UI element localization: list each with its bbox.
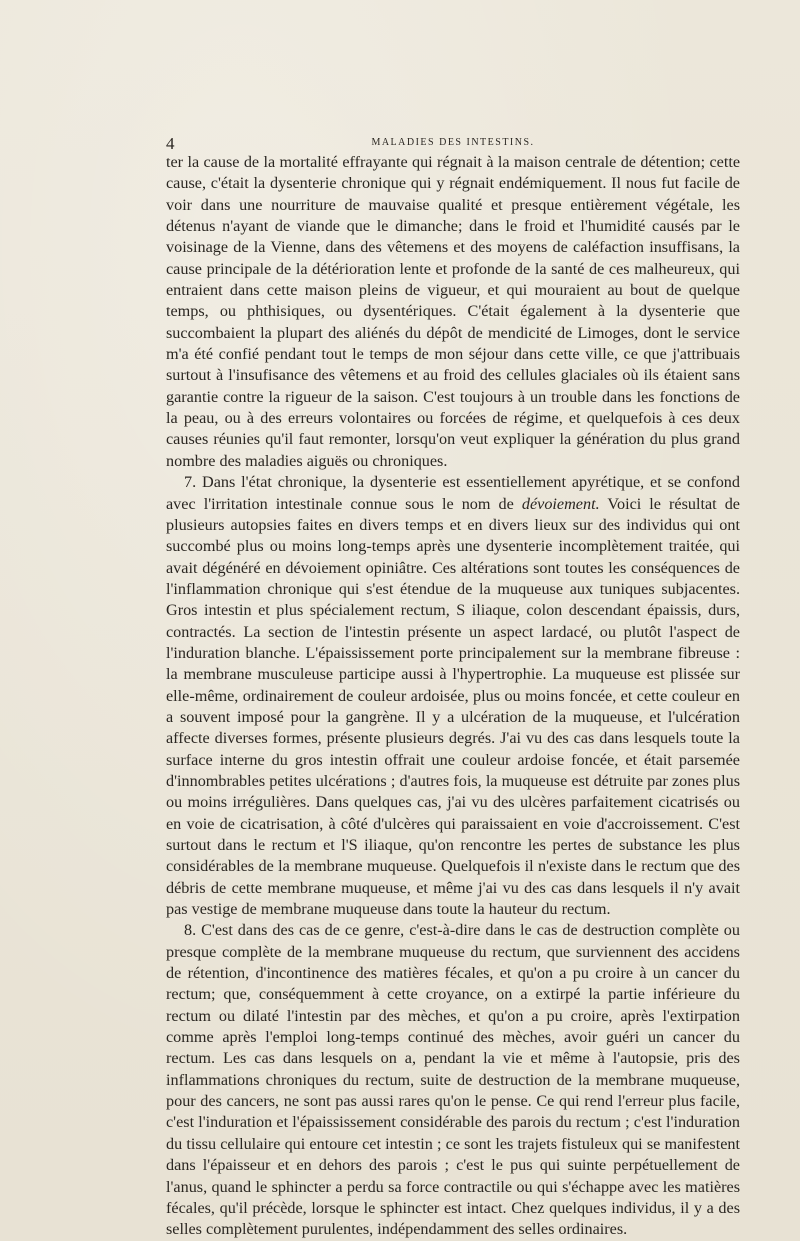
running-title: MALADIES DES INTESTINS.: [371, 137, 535, 148]
paragraph-8: 8. C'est dans des cas de ce genre, c'est-à-dire dans le cas de destruction complète ou presque complète de la membrane muqueuse du rectum, que surviennent des accidens de rétention, d'incontinence des matières fécales, et qu'on a pu croire à un cancer du rectum; que, conséquemment à cette croyance, on a extirpé la partie inférieure du rectum ou dilaté l'intestin par des mèches, et qu'on a pu croire, après l'extirpation comme après l'emploi long-temps continué des mèches, avoir guéri un cancer du rectum. Les cas dans lesquels on a, pendant la vie et même à l'autopsie, pris des inflammations chroniques du rectum, suite de destruction de la membrane muqueuse, pour des cancers, ne sont pas aussi rares qu'on le pense. Ce qui rend l'erreur plus facile, c'est l'induration et l'épaississement considérable des parois du rectum ; c'est l'induration du tissu cellulaire qui entoure cet intestin ; ce sont les trajets fistuleux qui se manifestent dans l'épaisseur et en dehors des parois ; c'est le pus qui suinte perpétuellement de l'anus, quand le sphincter a perdu sa force contractile ou qui s'échappe avec les matières fécales, qu'il précède, lorsque le sphincter est intact. Chez quelques individus, il y a des selles complètement purulentes, indépendamment des selles ordinaires.: [166, 921, 740, 1239]
page-number: 4: [166, 134, 175, 153]
body-text: [166, 152, 740, 1241]
paragraph-continuation: ter la cause de la mortalité effrayante qui régnait à la maison centrale de détention; cette cause, c'était la dysenterie chronique qui y régnait endémiquement. Il nous fut facile de voir dans une nourriture de mauvaise qualité et presque entièrement végétale, les détenus n'ayant de viande que le dimanche; dans le froid et l'humidité causés par le voisinage de la Vienne, dans des vêtemens et des moyens de caléfaction insuffisans, la cause principale de la détérioration lente et profonde de la santé de ces malheureux, qui entraient dans cette maison pleins de vigueur, et qui mouraient au bout de quelque temps, ou phthisiques, ou dysentériques. C'était également à la dysenterie que succombaient la plupart des aliénés du dépôt de mendicité de Limoges, dont le service m'a été confié pendant tout le temps de mon séjour dans cette ville, ce que j'attribuais surtout à l'insufisance des vêtemens et au froid des cellules glaciales où ils étaient sans garantie contre la rigueur de la saison. C'est toujours à un trouble dans les fonctions de la peau, ou à des erreurs volontaires ou forcées de régime, et quelquefois à ces deux causes réunies qu'il faut remonter, lorsqu'on veut expliquer la génération du plus grand nombre des maladies aiguës ou chroniques.: [166, 153, 740, 470]
running-head: [166, 134, 740, 154]
italic-term: dévoiement.: [521, 494, 600, 513]
paragraph-7: 7. Dans l'état chronique, la dysenterie est essentiellement apyrétique, et se confond avec l'irritation intestinale connue sous le nom de dévoiement. Voici le résultat de plusieurs autopsies faites en divers temps et en divers lieux sur des individus qui ont succombé plus ou moins long-temps après une dysenterie incomplètement traitée, qui avait dégénéré en dévoiement opiniâtre. Ces altérations sont toutes les conséquences de l'inflammation chronique qui s'est étendue de la muqueuse aux tuniques subjacentes. Gros intestin et plus spécialement rectum, S iliaque, colon descendant épaissis, durs, contractés. La section de l'intestin présente un aspect lardacé, ou plutôt l'aspect de l'induration blanche. L'épaississement porte principalement sur la membrane fibreuse : la membrane musculeuse participe aussi à l'hypertrophie. La muqueuse est plissée sur elle-même, ordinairement de couleur ardoisée, plus ou moins foncée, et cette couleur en a souvent imposé pour la gangrène. Il y a ulcération de la muqueuse, et l'ulcération affecte diverses formes, présente plusieurs degrés. J'ai vu des cas dans lesquels toute la surface interne du gros intestin offrait une couleur ardoise foncée, et était parsemée d'innombrables petites ulcérations ; d'autres fois, la muqueuse est détruite par zones plus ou moins irrégulières. Dans quelques cas, j'ai vu des ulcères parfaitement cicatrisés ou en voie de cicatrisation, à côté d'ulcères qui paraissaient en voie d'accroissement. C'est surtout dans le rectum et l'S iliaque, qu'on rencontre les pertes de substance les plus considérables de la membrane muqueuse. Quelquefois il n'existe dans le rectum que des débris de cette membrane muqueuse, et même j'ai vu des cas dans lesquels il n'y avait pas vestige de membrane muqueuse dans toute la hauteur du rectum.: [166, 473, 740, 919]
